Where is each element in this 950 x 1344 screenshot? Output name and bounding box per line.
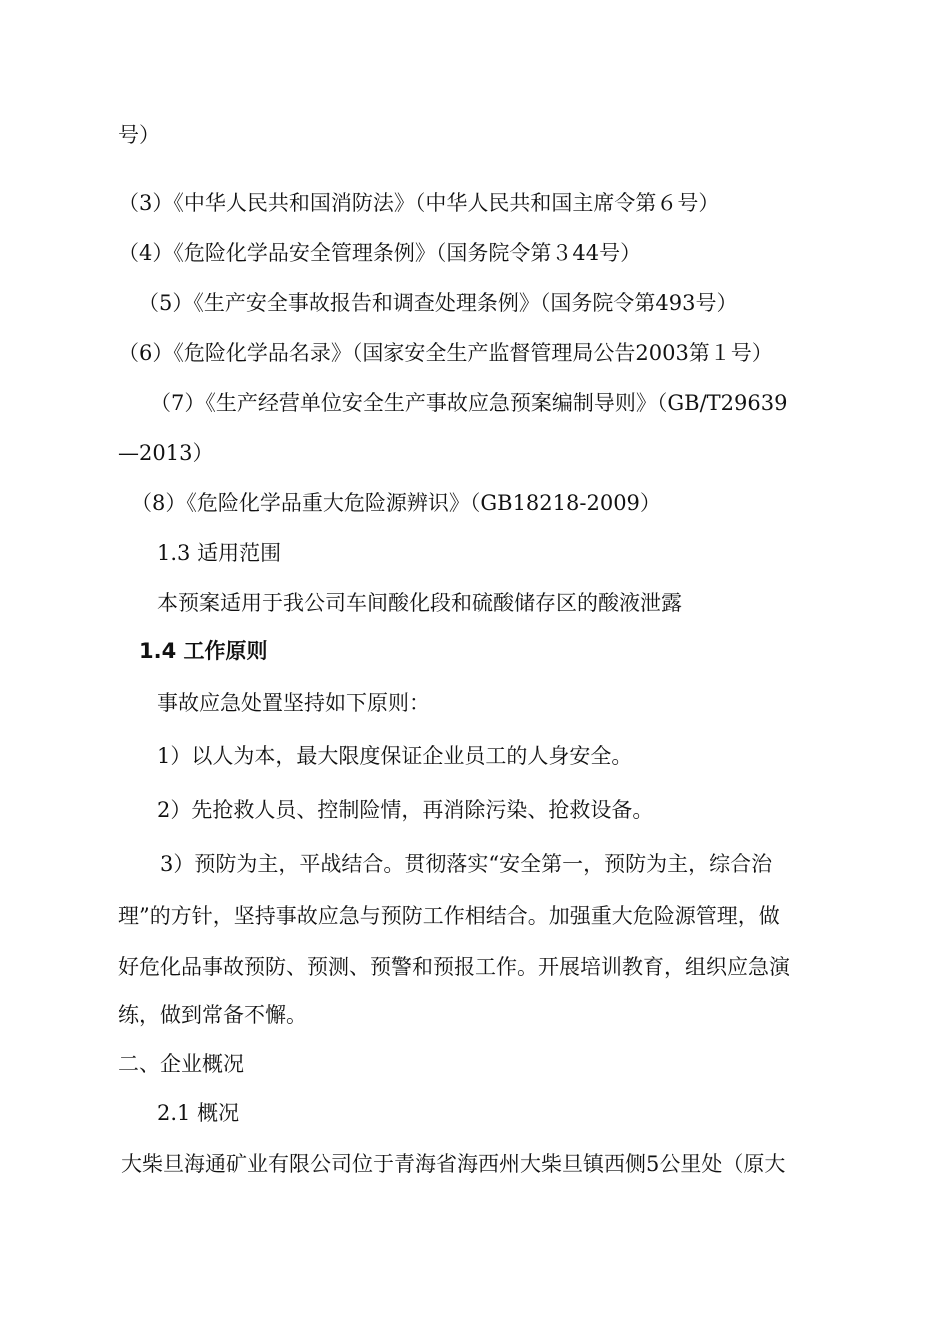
chapter-heading-2: 二、企业概况	[118, 1052, 244, 1076]
text-line-continuation: 号）	[118, 123, 160, 147]
principle-2: 2）先抢救人员、控制险情，再消除污染、抢救设备。	[157, 798, 654, 822]
law-item-3: （3）《中华人民共和国消防法》（中华人民共和国主席令第６号）	[118, 191, 720, 215]
law-item-5: （5）《生产安全事故报告和调查处理条例》（国务院令第493号）	[138, 291, 738, 315]
law-item-4: （4）《危险化学品安全管理条例》（国务院令第３44号）	[118, 241, 642, 265]
section-heading-2-1: 2.1 概况	[157, 1101, 240, 1125]
section-heading-1-3: 1.3 适用范围	[157, 541, 282, 565]
principle-3-line-4: 练，做到常备不懈。	[118, 1003, 307, 1027]
principle-1: 1）以人为本，最大限度保证企业员工的人身安全。	[157, 744, 633, 768]
principles-intro: 事故应急处置坚持如下原则：	[157, 691, 430, 715]
overview-paragraph: 大柴旦海通矿业有限公司位于青海省海西州大柴旦镇西侧5公里处（原大	[121, 1152, 786, 1176]
principle-3-line-3: 好危化品事故预防、预测、预警和预报工作。开展培训教育，组织应急演	[118, 955, 790, 979]
section-heading-1-4: 1.4 工作原则	[139, 639, 268, 663]
law-item-7: （7）《生产经营单位安全生产事故应急预案编制导则》（GB/T29639	[150, 391, 788, 415]
principle-3-line-1: 3）预防为主，平战结合。贯彻落实“安全第一，预防为主，综合治	[160, 852, 773, 876]
principle-3-line-2: 理”的方针，坚持事故应急与预防工作相结合。加强重大危险源管理，做	[118, 904, 780, 928]
law-item-6: （6）《危险化学品名录》（国家安全生产监督管理局公告2003第１号）	[118, 341, 773, 365]
scope-paragraph: 本预案适用于我公司车间酸化段和硫酸储存区的酸液泄露	[157, 591, 682, 615]
law-item-7-continuation: —2013）	[118, 441, 214, 465]
law-item-8: （8）《危险化学品重大危险源辨识》（GB18218-2009）	[131, 491, 661, 515]
